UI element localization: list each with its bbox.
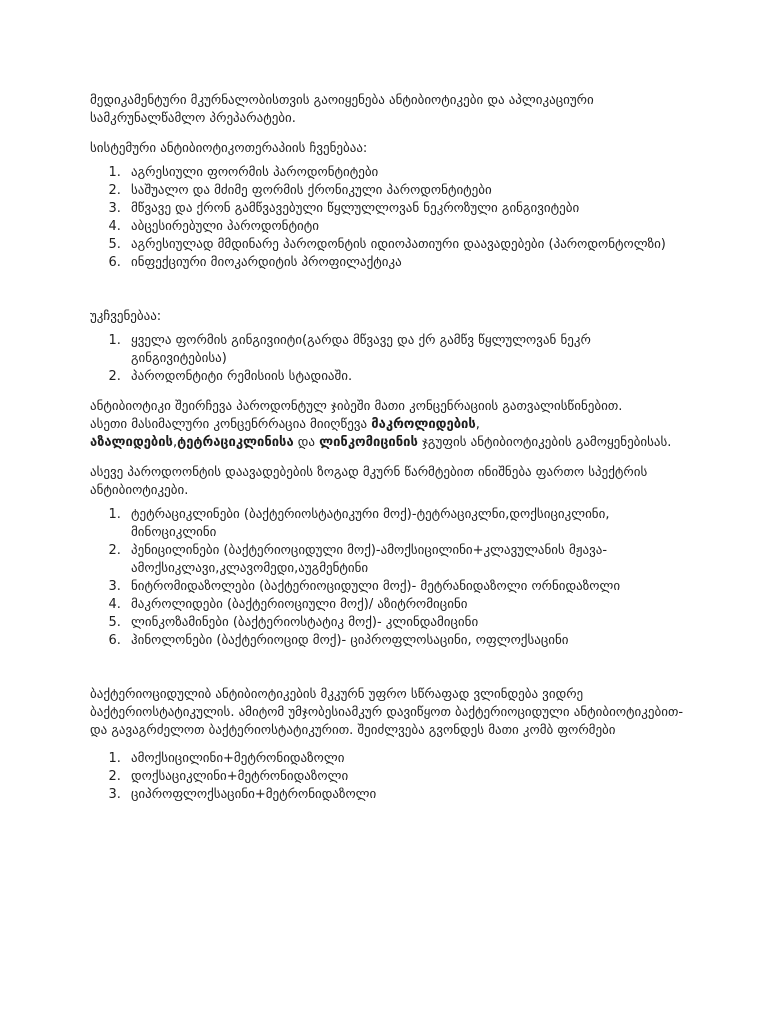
list-item: 4. აბცესირებული პაროდონტიტი [125,218,690,236]
list-item: 4. მაკროლიდები (ბაქტერიოციული მოქ)/ აზიტრომიცინი [125,596,690,614]
spectrum-heading: ასევე პაროდოონტის დაავადებების ზოგად მკურნ წარმტებით ინიშნება ფართო სპექტრის ანტიბიოტიკები. [90,465,648,498]
list-item: 1. ტეტრაციკლინები (ბაქტერიოსტატიკური მოქ)-ტეტრაციკლნი,დოქსიციკლინი, მინოციკლინი [125,506,690,542]
macrolides-term: მაკროლიდების [371,417,476,432]
separator: , [475,417,480,432]
document-page [90,92,690,804]
spacer [90,272,690,308]
tetracyclines-term: ტეტრაციკლინისა [177,435,294,450]
selection-line2: ასეთი მასიმალური კონცენრრაცია მიიღწევა [90,417,372,432]
contraindications-list [90,332,690,386]
azalides-term: აზალიდების [90,435,173,450]
lincomycins-term: ლინკომიცინის [319,435,418,450]
list-item: 1. ყველა ფორმის გინგივიიტი(გარდა მწვავე და ქრ გამწვ წყლულოვან ნეკრ გინგივიტებისა) [125,332,690,368]
combination-list [90,750,690,804]
list-item: 2. პენიცილინები (ბაქტერიოციდული მოქ)-ამოქსიცილინი+კლავულანის მჟავა-ამოქსიკლავი,კლავომედი,აუგმენტინი [125,542,690,578]
list-item: 5. აგრესიულად მმდინარე პაროდონტის იდიოპათიური დაავადებები (პაროდონტოლზი) [125,236,690,254]
spacer [90,650,690,686]
indications-heading: სისტემური ანტიბიოტიკოთერაპიის ჩვენებაა: [90,141,368,156]
list-item: 1. ამოქსიცილინი+მეტრონიდაზოლი [125,750,690,768]
list-item: 2. პაროდონტიტი რემისიის სტადიაში. [125,368,690,386]
list-item: 3. მწვავე და ქრონ გამწვავებული წყლულლოვან ნეკროზული გინგივიტები [125,200,690,218]
list-item: 3. ციპროფლოქსაცინი+მეტრონიდაზოლი [125,786,690,804]
list-item: 1. აგრესიული ფოორმის პაროდონტიტები [125,164,690,182]
intro-paragraph: მედიკამენტური მკურნალობისთვის გაოიყენება ანტიბიოტიკები და აპლიკაციური სამკრუნალწამლო პრეპარატები. [90,93,594,126]
selection-paragraph [90,398,690,452]
list-item: 3. ნიტრომიდაზოლები (ბაქტერიოციდული მოქ)- მეტრანიდაზოლი ორნიდაზოლი [125,578,690,596]
list-item: 2. საშუალო და მძიმე ფორმის ქრონიკული პაროდონტიტები [125,182,690,200]
list-item: 6. ჰინოლონები (ბაქტერიოციდ მოქ)- ციპროფლოსაცინი, ოფლოქსაცინი [125,632,690,650]
spectrum-list [90,506,690,650]
selection-line1: ანტიბიოტიკი შეირჩევა პაროდონტულ ჯიბეში მათი კონცენრაციის გათვალისწინებით. [90,399,623,414]
list-item: 6. ინფექციური მიოკარდიტის პროფილაქტიკა [125,254,690,272]
separator: , [172,435,178,450]
selection-suffix: ჯგუფის ანტიბიოტიკების გამოყენებისას. [417,435,672,450]
combination-heading: ბაქტერიოციდულიბ ანტიბიოტიკების მკკურნ უფრო სწრაფად ვლინდება ვიდრე ბაქტერიოსტატიკულის. ამიტომ უმჯობესიამკურ დავიწყოთ ბაქტერიოციდული ანტიბიოტიკებით- და გავაგრძელოთ ბაქტერიოსტატიკურით. შეიძლვება გვონდეს მათი კომბ ფორმები [90,687,684,738]
indications-list [90,164,690,272]
list-item: 5. ლინკოზამინები (ბაქტერიოსტატიკ მოქ)- კლინდამიცინი [125,614,690,632]
contraindications-heading: უკჩვენებაა: [90,309,162,324]
conjunction: და [293,435,320,450]
list-item: 2. დოქსაციკლინი+მეტრონიდაზოლი [125,768,690,786]
